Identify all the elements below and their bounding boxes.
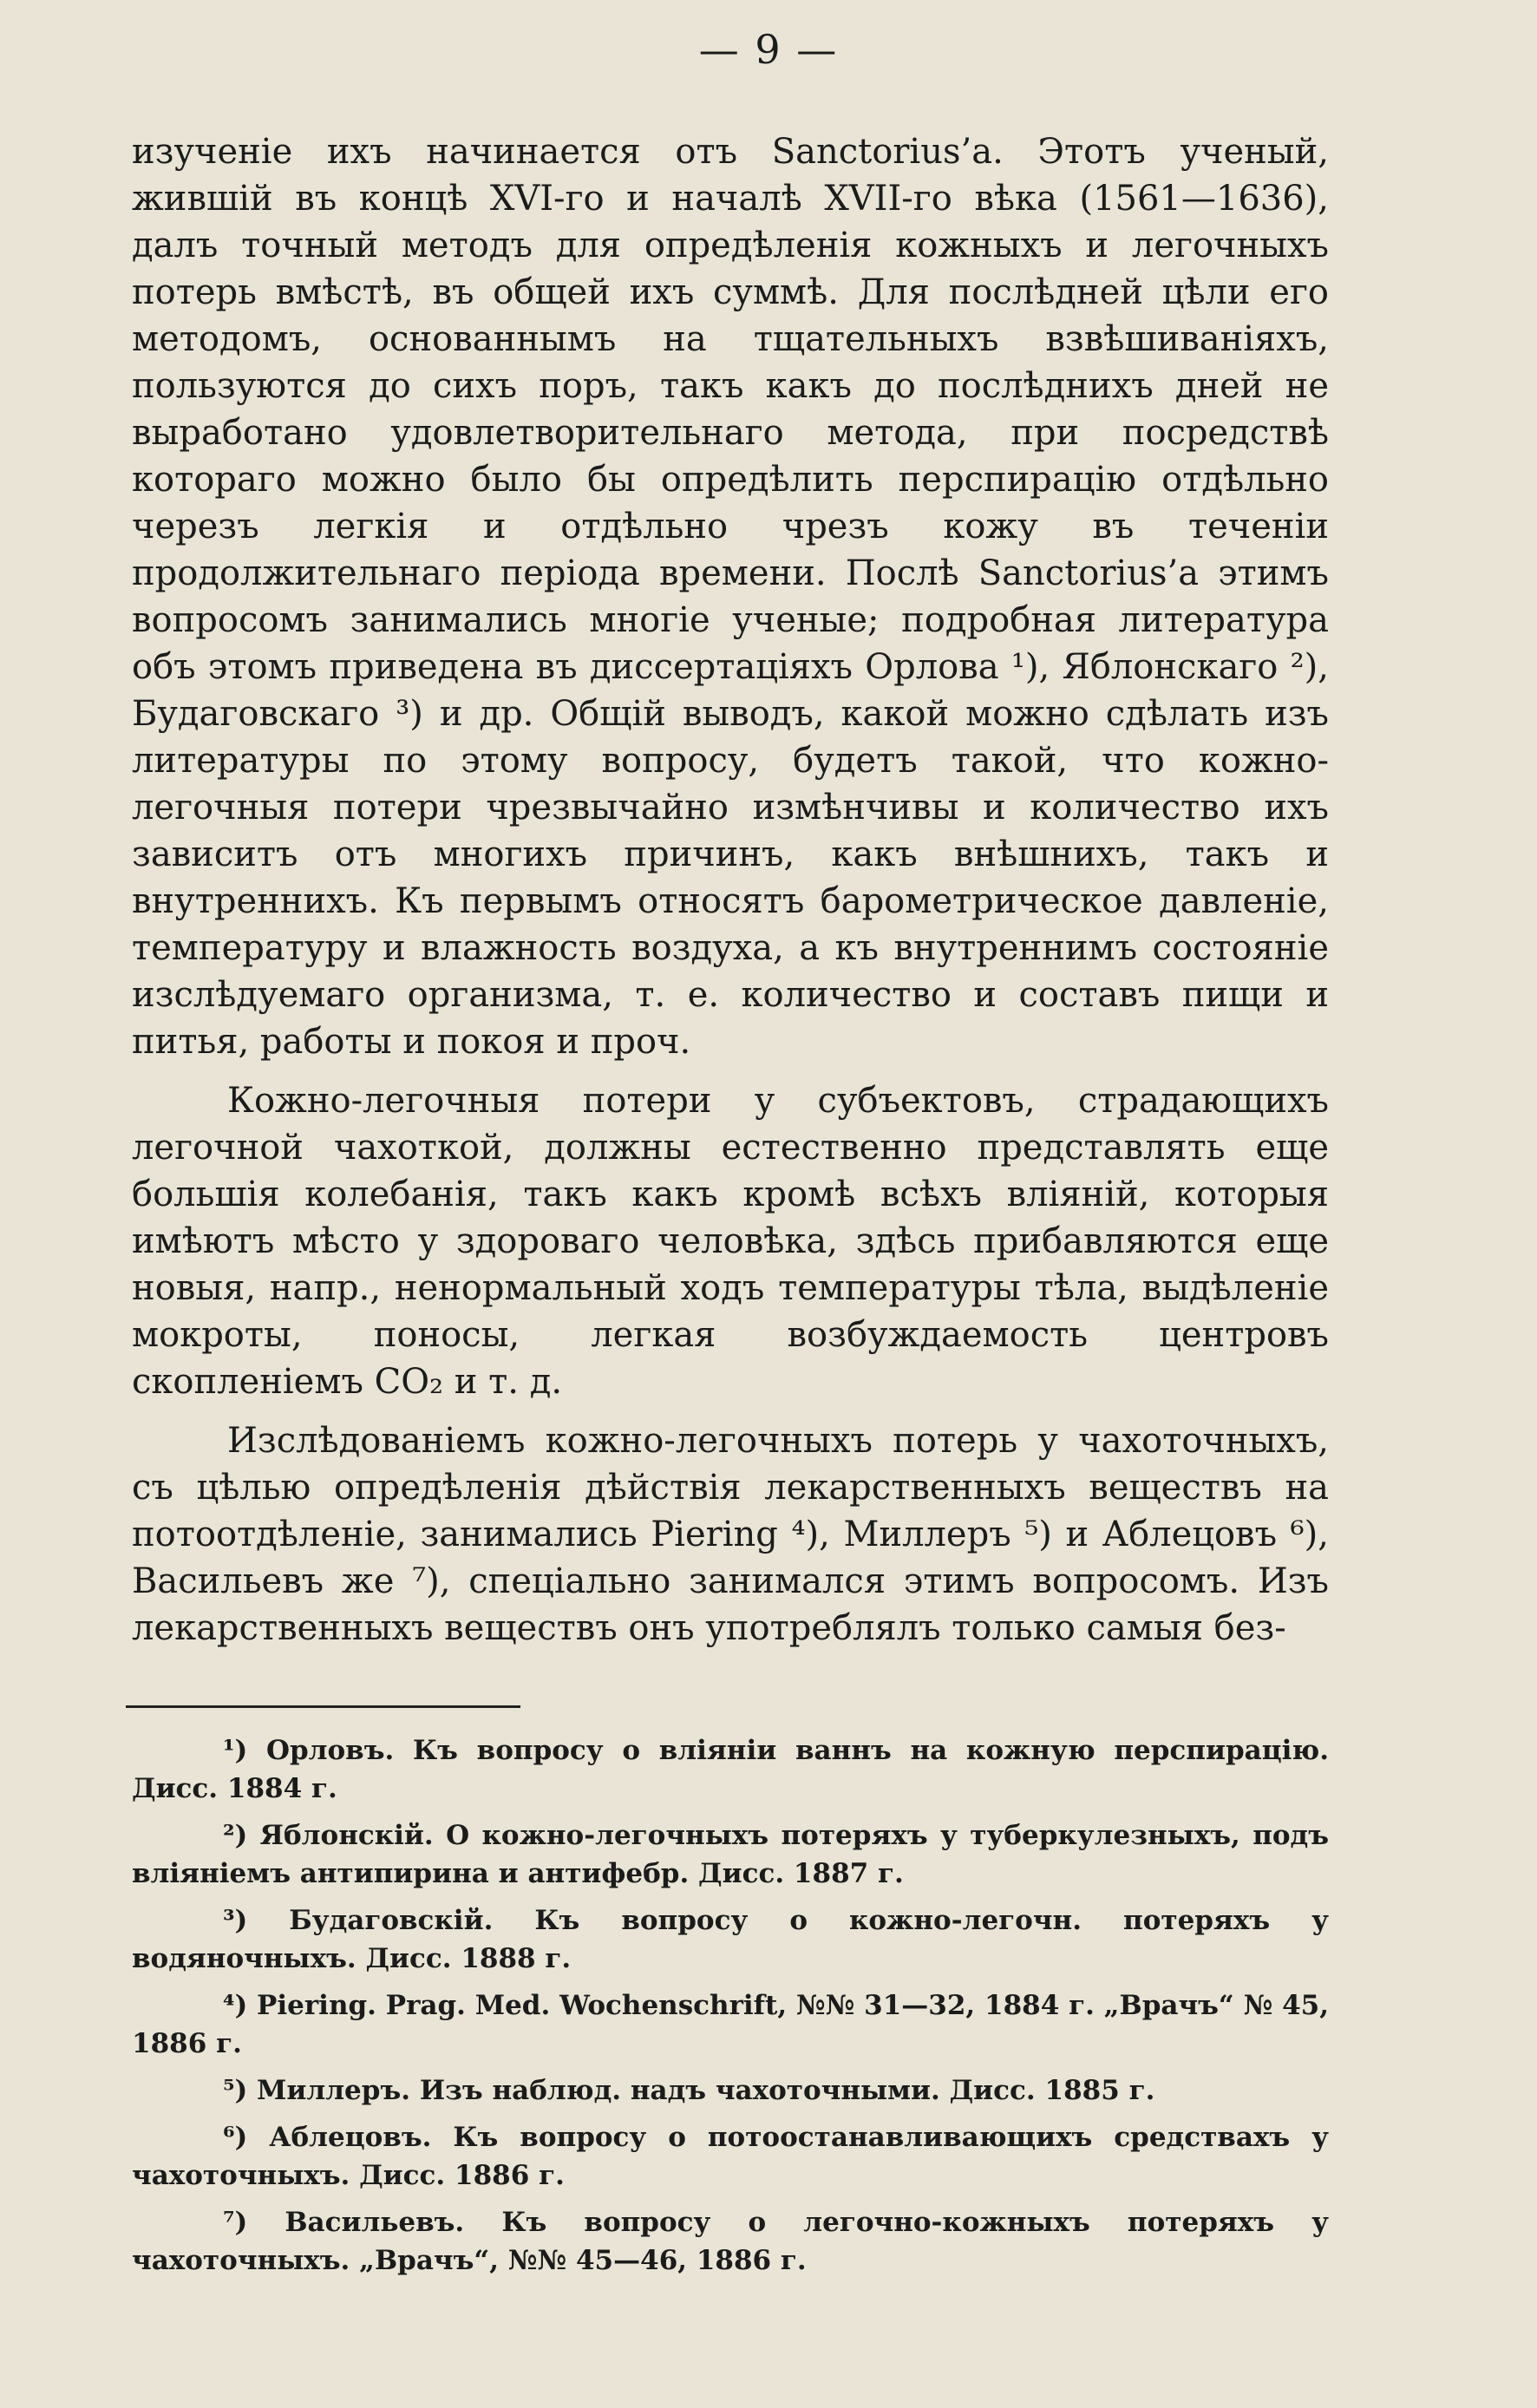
footnote-1: ¹) Орловъ. Къ вопросу о вліяніи ваннъ на кожную перспирацію. Дисс. 1884 г. xyxy=(132,1735,1329,1804)
footnote-3: ³) Будаговскій. Къ вопросу о кожно-легочн. потеряхъ у водяночныхъ. Дисс. 1888 г. xyxy=(132,1905,1329,1974)
footnote-divider xyxy=(126,1705,520,1708)
page-number: — 9 — xyxy=(698,26,839,73)
footnote-5: ⁵) Миллеръ. Изъ наблюд. надъ чахоточными. Дисс. 1885 г. xyxy=(223,2075,1155,2106)
paragraph-3: Изслѣдованіемъ кожно-легочныхъ потерь у чахоточныхъ, съ цѣлью опредѣленія дѣйствія лекарственныхъ веществъ на потоотдѣленіе, занимались Piering ⁴), Миллеръ ⁵) и Аблецовъ ⁶), Васильевъ же ⁷), спеціально занимался этимъ вопросомъ. Изъ лекарственныхъ веществъ онъ употреблялъ только самыя без- xyxy=(132,1421,1329,1648)
footnote-7: ⁷) Васильевъ. Къ вопросу о легочно-кожныхъ потеряхъ у чахоточныхъ. „Врачъ“, №№ 45—46, 1886 г. xyxy=(132,2207,1329,2276)
footnote-2: ²) Яблонскій. О кожно-легочныхъ потеряхъ у туберкулезныхъ, подъ вліяніемъ антипирина и антифебр. Дисс. 1887 г. xyxy=(132,1820,1329,1889)
footnotes xyxy=(132,1731,1329,2288)
body-text xyxy=(132,128,1329,1652)
footnote-6: ⁶) Аблецовъ. Къ вопросу о потоостанавливающихъ средствахъ у чахоточныхъ. Дисс. 1886 г. xyxy=(132,2122,1329,2191)
paragraph-2: Кожно-легочныя потери у субъектовъ, страдающихъ легочной чахоткой, должны естественно представлять еще большія колебанія, такъ какъ кромѣ всѣхъ вліяній, которыя имѣютъ мѣсто у здороваго человѣка, здѣсь прибавляются еще новыя, напр., ненормальный ходъ температуры тѣла, выдѣленіе мокроты, поносы, легкая возбуждаемость центровъ скопленіемъ CO₂ и т. д. xyxy=(132,1081,1329,1402)
footnote-4: ⁴) Piering. Prag. Med. Wochenschrift, №№ 31—32, 1884 г. „Врачъ“ № 45, 1886 г. xyxy=(132,1990,1329,2059)
paragraph-1: изученіе ихъ начинается отъ Sanctorius’а. Этотъ ученый, жившій въ концѣ XVI-го и началѣ XVII-го вѣка (1561—1636), далъ точный методъ для опредѣленія кожныхъ и легочныхъ потерь вмѣстѣ, въ общей ихъ суммѣ. Для послѣдней цѣли его методомъ, основаннымъ на тщательныхъ взвѣшиваніяхъ, пользуются до сихъ поръ, такъ какъ до послѣднихъ дней не выработано удовлетворительнаго метода, при посредствѣ котораго можно было бы опредѣлить перспирацію отдѣльно черезъ легкія и отдѣльно чрезъ кожу въ теченіи продолжительнаго періода времени. Послѣ Sanctorius’а этимъ вопросомъ занимались многіе ученые; подробная литература объ этомъ приведена въ диссертаціяхъ Орлова ¹), Яблонскаго ²), Будаговскаго ³) и др. Общій выводъ, какой можно сдѣлать изъ литературы по этому вопросу, будетъ такой, что кожно-легочныя потери чрезвычайно измѣнчивы и количество ихъ зависитъ отъ многихъ причинъ, какъ внѣшнихъ, такъ и внутреннихъ. Къ первымъ относятъ барометрическое давленіе, температуру и влажность воздуха, а къ внутреннимъ состояніе изслѣдуемаго организма, т. е. количество и составъ пищи и питья, работы и покоя и проч. xyxy=(132,132,1329,1062)
